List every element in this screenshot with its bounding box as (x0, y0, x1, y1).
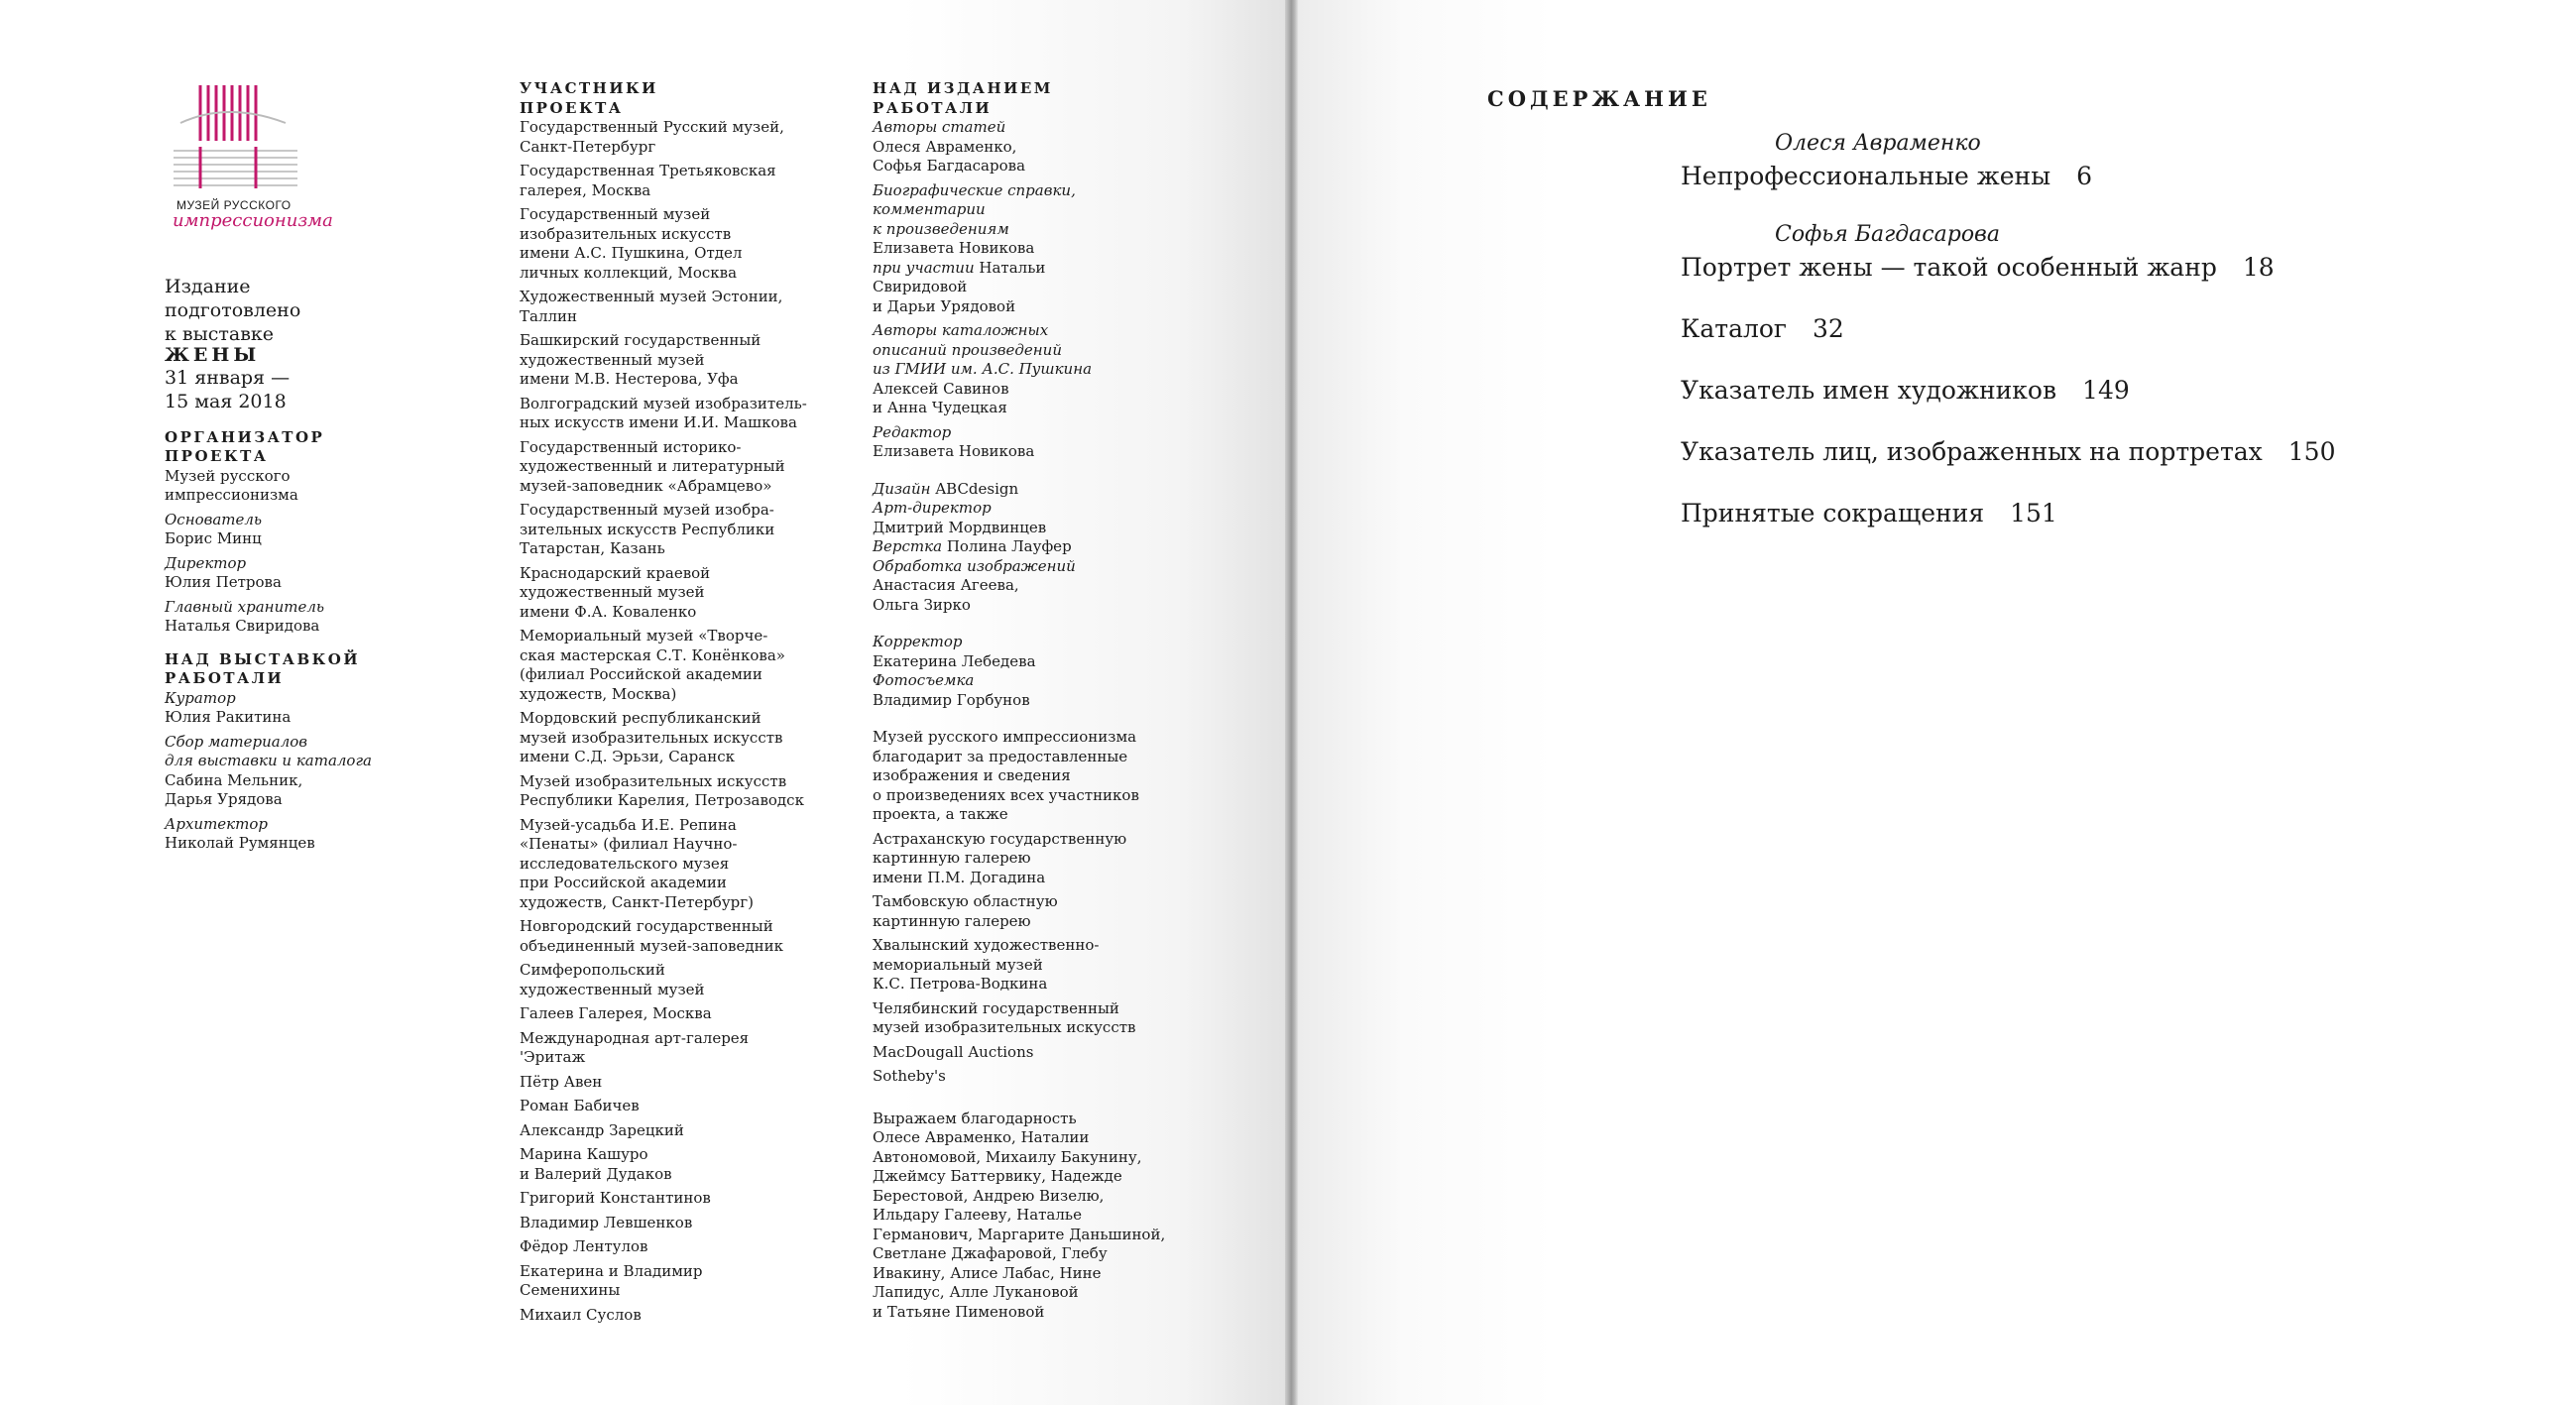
participant-line: Таллин (520, 306, 578, 325)
role-label: Авторы каталожных (873, 321, 1049, 339)
acknowledgement-line: Тамбовскую областную (873, 892, 1058, 910)
gratitude-line: Автономовой, Михаилу Бакунину, (873, 1147, 1142, 1166)
acknowledgement-line: Челябинский государственный (873, 998, 1119, 1017)
logo-text-impressionism: импрессионизма (173, 210, 333, 231)
participant-line: Семенихины (520, 1281, 621, 1299)
acknowledgement-item (873, 1043, 1210, 1063)
organizer-heading: ОРГАНИЗАТОР (165, 427, 325, 446)
role-name (873, 259, 1210, 279)
role-name: Ольга Зирко (873, 595, 971, 614)
column-participants (520, 79, 847, 1330)
organizer-name: Музей русского (165, 466, 291, 485)
participant-line: художеств, Москва) (520, 684, 677, 703)
toc-entry (1681, 434, 2336, 470)
participant-line: Санкт-Петербург (520, 137, 656, 156)
role-name: Елизавета Новикова (873, 442, 1035, 460)
acknowledgement-item (873, 830, 1210, 888)
edition-line: подготовлено (165, 299, 301, 321)
participant-line: Музей-усадьба И.Е. Репина (520, 815, 737, 834)
participant-line: Фёдор Лентулов (520, 1237, 648, 1255)
participant-line: Краснодарский краевой (520, 563, 711, 582)
acknowledgement-line: проекта, а также (873, 805, 1008, 823)
logo-text-museum: МУЗЕЙ РУССКОГО (176, 198, 292, 212)
museum-building-icon (169, 83, 337, 143)
acknowledgement-line: о произведениях всех участников (873, 785, 1139, 804)
role-label: Архитектор (165, 814, 268, 833)
role-name: Алексей Савинов (873, 379, 1009, 398)
participant-item (520, 564, 847, 623)
participant-line: Государственный историко- (520, 437, 742, 456)
acknowledgement-item (873, 999, 1210, 1038)
gratitude-line: Лапидус, Алле Лукановой (873, 1283, 1079, 1301)
participant-line: имени А.С. Пушкина, Отдел (520, 244, 743, 262)
participant-item (520, 1237, 847, 1257)
role-label: Авторы статей (873, 118, 1006, 136)
toc-title: Принятые сокращения (1681, 499, 1985, 527)
role-name: Юлия Петрова (165, 573, 282, 591)
toc-entry (1681, 129, 2336, 194)
participant-line: Республики Карелия, Петрозаводск (520, 791, 804, 809)
participant-line: имени Ф.А. Коваленко (520, 602, 697, 621)
role-name: Наталья Свиридова (165, 617, 320, 635)
participant-item (520, 331, 847, 390)
edition-line: к выставке (165, 323, 275, 345)
publication-heading: НАД ИЗДАНИЕМ (873, 79, 1053, 97)
gratitude-line: Олесе Авраменко, Наталии (873, 1128, 1090, 1146)
toc-row (1681, 311, 2336, 347)
acknowledgement-line: К.С. Петрова-Водкина (873, 975, 1048, 993)
table-of-contents (1681, 129, 2336, 557)
participant-line: Государственный музей (520, 205, 711, 223)
toc-entry (1681, 220, 2336, 286)
participant-item (520, 772, 847, 811)
role-name: Екатерина Лебедева (873, 651, 1036, 670)
role-name: и Дарьи Урядовой (873, 296, 1016, 315)
toc-entry (1681, 311, 2336, 347)
role-label: при участии (873, 258, 975, 277)
role-name: Сабина Мельник, (165, 770, 303, 789)
edition-info (165, 275, 452, 413)
role-label: Сбор материалов (165, 732, 308, 751)
acknowledgement-line: мемориальный музей (873, 955, 1043, 974)
book-spine (1285, 0, 1299, 1405)
acknowledgement-line: картинную галерею (873, 849, 1031, 867)
role-name: Полина Лауфер (946, 537, 1072, 555)
participant-line: галерея, Москва (520, 180, 651, 199)
participant-line: Григорий Константинов (520, 1189, 711, 1207)
role-name: Дмитрий Мордвинцев (873, 518, 1047, 536)
gratitude-line: и Татьяне Пименовой (873, 1302, 1045, 1321)
toc-entry (1681, 496, 2336, 531)
participant-item (520, 961, 847, 999)
role-label: Главный хранитель (165, 597, 325, 616)
role-name: Анастасия Агеева, (873, 576, 1019, 594)
role-label: описаний произведений (873, 340, 1062, 359)
participant-line: «Пенаты» (филиал Научно- (520, 835, 738, 853)
participants-heading: ПРОЕКТА (520, 98, 624, 117)
museum-base-lines-icon (169, 147, 337, 192)
role-name: Софья Багдасарова (873, 157, 1026, 175)
participant-item (520, 1262, 847, 1301)
toc-page-number: 32 (1813, 314, 1844, 343)
toc-title: Каталог (1681, 314, 1788, 343)
role-name (873, 537, 1210, 557)
left-page (0, 0, 1287, 1405)
role-label: Основатель (165, 510, 263, 528)
role-name: Дарья Урядова (165, 790, 283, 808)
role-label: Фотосъемка (873, 671, 975, 689)
participant-line: ская мастерская С.Т. Конёнкова» (520, 645, 785, 664)
participant-line: Симферопольский (520, 961, 665, 979)
toc-title: Указатель имен художников (1681, 376, 2057, 405)
edition-dates: 31 января — (165, 366, 291, 389)
participant-item (520, 162, 847, 200)
toc-row (1681, 159, 2336, 194)
gratitude-text (873, 1110, 1210, 1323)
toc-page-number: 6 (2076, 162, 2093, 190)
acknowledgement-line: MacDougall Auctions (873, 1042, 1034, 1061)
acknowledgement-line: музей изобразительных искусств (873, 1018, 1136, 1036)
role-name: Свиридовой (873, 278, 968, 295)
participant-line: имени С.Д. Эрьзи, Саранск (520, 748, 735, 765)
role-name: Борис Минц (165, 529, 262, 547)
role-label: Директор (165, 553, 247, 572)
role-name (873, 480, 1210, 500)
acknowledgement-line: имени П.М. Догадина (873, 868, 1046, 886)
toc-page-number: 150 (2287, 437, 2336, 466)
participant-line: Музей изобразительных искусств (520, 771, 787, 790)
participant-line: музей-заповедник «Абрамцево» (520, 476, 772, 495)
gratitude-line: Светлане Джафаровой, Глебу (873, 1244, 1108, 1262)
participant-line: личных коллекций, Москва (520, 263, 738, 282)
participant-item (520, 395, 847, 433)
participant-line: Государственная Третьяковская (520, 162, 776, 179)
role-name: Юлия Ракитина (165, 708, 292, 726)
participant-line: Александр Зарецкий (520, 1120, 684, 1139)
toc-row (1681, 373, 2336, 409)
role-label: Верстка (873, 537, 943, 555)
participant-item (520, 1214, 847, 1233)
participant-item (520, 1306, 847, 1326)
gratitude-line: Ивакину, Алисе Лабас, Нине (873, 1263, 1102, 1282)
participant-item (520, 1073, 847, 1093)
toc-page-number: 18 (2242, 253, 2275, 282)
participant-line: Государственный Русский музей, (520, 118, 784, 136)
gratitude-line: Выражаем благодарность (873, 1109, 1077, 1127)
participant-line: объединенный музей-заповедник (520, 936, 783, 955)
toc-page-number: 149 (2082, 376, 2130, 405)
toc-author: Софья Багдасарова (1775, 222, 2000, 247)
acknowledgement-line: благодарит за предоставленные (873, 747, 1128, 765)
toc-row (1681, 250, 2336, 286)
participant-line: художеств, Санкт-Петербург) (520, 892, 754, 911)
participant-line: музей изобразительных искусств (520, 728, 783, 747)
participant-line: художественный музей (520, 583, 705, 601)
toc-title: Портрет жены — такой особенный жанр (1681, 253, 2217, 282)
role-name: Олеся Авраменко, (873, 137, 1017, 156)
contents-title: СОДЕРЖАНИЕ (1487, 86, 1711, 111)
participant-item (520, 1145, 847, 1184)
museum-logo (169, 83, 337, 252)
participant-line: Галеев Галерея, Москва (520, 1004, 712, 1022)
column-publication (873, 79, 1210, 1322)
toc-row (1681, 434, 2336, 470)
role-label: Корректор (873, 633, 963, 650)
participant-line: исследовательского музея (520, 854, 730, 873)
organizer-heading: ПРОЕКТА (165, 447, 269, 465)
role-label: Биографические справки, (873, 180, 1076, 199)
participant-item (520, 709, 847, 767)
role-label: комментарии (873, 200, 986, 218)
toc-title: Непрофессиональные жены (1681, 162, 2051, 190)
participant-line: зительных искусств Республики (520, 520, 775, 538)
role-label: к произведениям (873, 219, 1009, 238)
participant-item (520, 1029, 847, 1068)
acknowledgement-item (873, 1067, 1210, 1087)
participant-line: и Валерий Дудаков (520, 1164, 672, 1183)
participant-item (520, 118, 847, 157)
participant-line: Новгородский государственный (520, 917, 773, 935)
exhibition-team-heading: РАБОТАЛИ (165, 669, 285, 687)
participant-line: Пётр Авен (520, 1072, 603, 1091)
participant-line: имени М.В. Нестерова, Уфа (520, 370, 739, 388)
participant-line: изобразительных искусств (520, 224, 732, 243)
acknowledgement-list (873, 830, 1210, 1087)
exhibition-title: ЖЕНЫ (165, 344, 261, 366)
role-name: Николай Румянцев (165, 834, 315, 852)
participant-item (520, 438, 847, 497)
participant-line: Владимир Левшенков (520, 1213, 693, 1231)
gratitude-line: Германович, Маргарите Даньшиной, (873, 1225, 1166, 1243)
toc-author: Олеся Авраменко (1775, 131, 1981, 156)
acknowledgement-item (873, 892, 1210, 931)
participant-line: Художественный музей Эстонии, (520, 288, 783, 305)
participant-line: ных искусств имени И.И. Машкова (520, 413, 797, 431)
participant-line: 'Эритаж (520, 1048, 586, 1066)
gratitude-line: Джеймсу Баттервику, Надежде (873, 1167, 1122, 1185)
toc-page-number: 151 (2010, 499, 2057, 527)
participant-item (520, 816, 847, 913)
acknowledgement-line: Астраханскую государственную (873, 829, 1127, 848)
toc-entry (1681, 373, 2336, 409)
participant-line: художественный музей (520, 350, 705, 369)
participant-line: художественный и литературный (520, 457, 785, 475)
participant-line: Башкирский государственный (520, 331, 761, 349)
toc-title: Указатель лиц, изображенных на портретах (1681, 437, 2263, 466)
acknowledgement-line: изображения и сведения (873, 766, 1071, 784)
column-organizer (165, 275, 452, 854)
participant-line: (филиал Российской академии (520, 665, 762, 683)
participant-line: Мемориальный музей «Творче- (520, 627, 768, 644)
participant-item (520, 1121, 847, 1141)
participants-heading: УЧАСТНИКИ (520, 79, 658, 97)
acknowledgement-intro (873, 728, 1210, 825)
role-name: Натальи (979, 258, 1046, 277)
participant-line: Марина Кашуро (520, 1145, 648, 1163)
role-label: Редактор (873, 422, 952, 441)
gratitude-line: Берестовой, Андрею Визелю, (873, 1186, 1105, 1205)
participant-line: Екатерина и Владимир (520, 1261, 703, 1280)
role-label: для выставки и каталога (165, 752, 372, 769)
role-name: и Анна Чудецкая (873, 399, 1007, 416)
acknowledgement-line: Хвалынский художественно- (873, 936, 1100, 954)
participant-item (520, 501, 847, 559)
role-label: Куратор (165, 688, 236, 707)
toc-row (1681, 496, 2336, 531)
edition-line: Издание (165, 276, 251, 297)
participant-line: художественный музей (520, 980, 705, 998)
acknowledgement-line: Музей русского импрессионизма (873, 728, 1137, 746)
participant-line: Мордовский республиканский (520, 709, 761, 727)
role-label: Обработка изображений (873, 556, 1076, 575)
exhibition-team-heading: НАД ВЫСТАВКОЙ (165, 649, 361, 668)
role-name: Владимир Горбунов (873, 690, 1030, 709)
participant-line: при Российской академии (520, 874, 727, 891)
participant-line: Роман Бабичев (520, 1097, 640, 1114)
participant-item (520, 205, 847, 283)
role-name: ABCdesign (935, 479, 1019, 498)
acknowledgement-line: Sotheby's (873, 1067, 946, 1085)
edition-dates: 15 мая 2018 (165, 390, 287, 412)
role-name: Елизавета Новикова (873, 239, 1035, 257)
acknowledgement-line: картинную галерею (873, 911, 1031, 930)
participant-line: Государственный музей изобра- (520, 501, 774, 519)
participant-item (520, 917, 847, 956)
gratitude-line: Ильдару Галееву, Наталье (873, 1206, 1082, 1224)
participant-line: Татарстан, Казань (520, 539, 665, 557)
participant-item (520, 1004, 847, 1024)
publication-heading: РАБОТАЛИ (873, 98, 993, 117)
acknowledgement-item (873, 936, 1210, 995)
organizer-name: импрессионизма (165, 486, 298, 504)
participant-line: Волгоградский музей изобразитель- (520, 394, 807, 412)
participants-list (520, 118, 847, 1325)
role-label: Арт-директор (873, 499, 992, 517)
participant-item (520, 1097, 847, 1116)
role-label: Дизайн (873, 479, 931, 498)
participant-line: Международная арт-галерея (520, 1028, 750, 1047)
participant-item (520, 1189, 847, 1209)
role-label: из ГМИИ им. А.С. Пушкина (873, 360, 1093, 378)
participant-item (520, 627, 847, 704)
participant-item (520, 288, 847, 326)
participant-line: Михаил Суслов (520, 1305, 642, 1324)
